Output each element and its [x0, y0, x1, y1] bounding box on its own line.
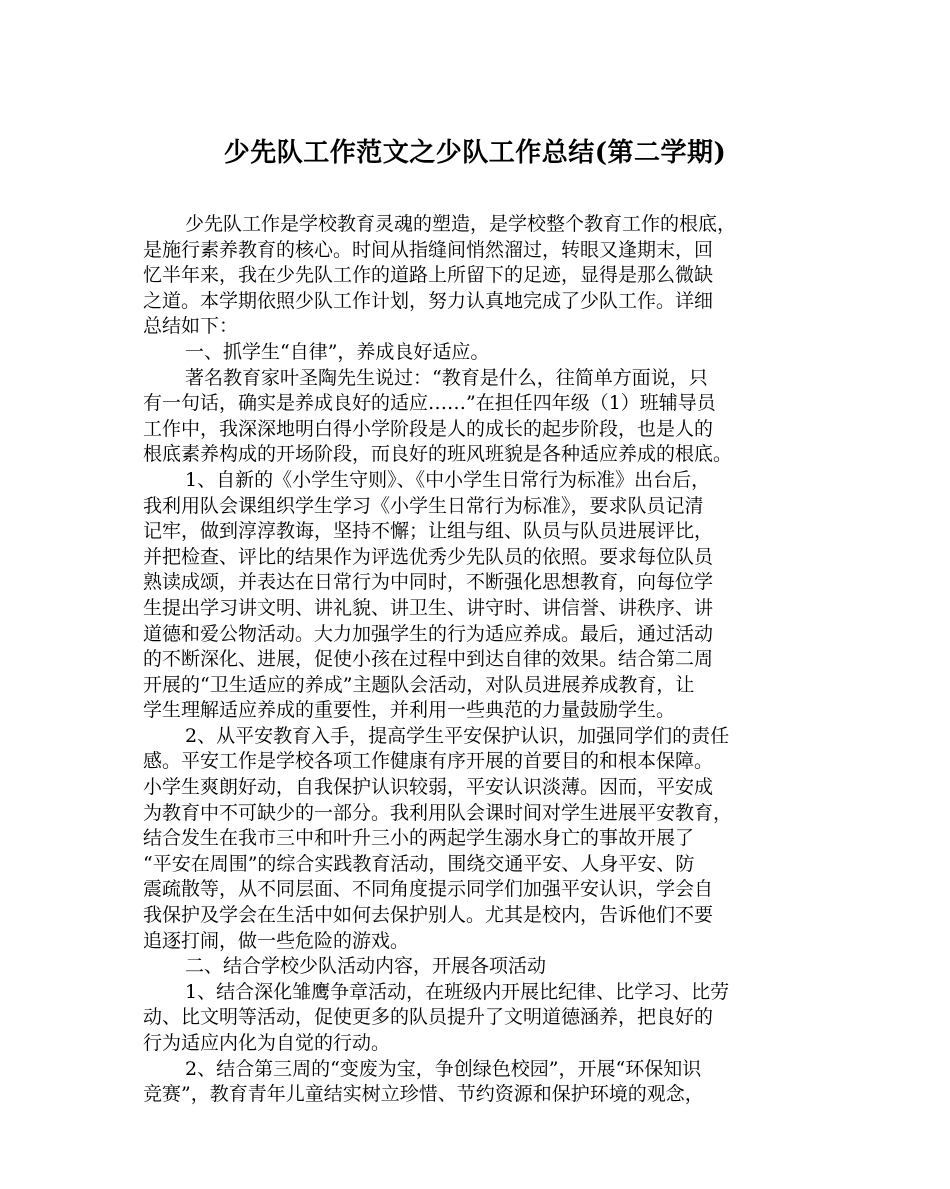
text-line: 行为适应内化为自觉的行动。 — [143, 1032, 391, 1054]
text-line: 忆半年来，我在少先队工作的道路上所留下的足迹，显得是那么微缺 — [143, 264, 714, 287]
text-line: 我利用队会课组织学生学习《小学生日常行为标准》，要求队员记清 — [143, 494, 704, 517]
text-line: 有一句话，确实是养成良好的适应……”在担任四年级（1）班辅导员 — [143, 392, 716, 415]
text-line: 并把检查、评比的结果作为评选优秀少先队员的依照。要求每位队员 — [143, 545, 714, 568]
text-line: 少先队工作是学校教育灵魂的塑造，是学校整个教育工作的根底， — [185, 213, 737, 235]
text-line: 道德和爱公物活动。大力加强学生的行为适应养成。最后，通过活动 — [143, 622, 714, 645]
text-line: 我保护及学会在生活中如何去保护别人。尤其是校内，告诉他们不要 — [143, 904, 714, 927]
text-line: 著名教育家叶圣陶先生说过：“教育是什么，往简单方面说，只 — [185, 366, 708, 389]
text-line: 为教育中不可缺少的一部分。我利用队会课时间对学生进展平安教育， — [143, 801, 733, 824]
text-line: 二、结合学校少队活动内容，开展各项活动 — [185, 955, 547, 978]
text-line: 总结如下： — [143, 315, 239, 338]
text-line: 开展的“卫生适应的养成”主题队会活动，对队员进展养成教育，让 — [143, 673, 695, 696]
text-line: 1、自新的《小学生守则》、《中小学生日常行为标准》出台后， — [185, 468, 711, 491]
text-line: 之道。本学期依照少队工作计划，努力认真地完成了少队工作。详细 — [143, 289, 714, 312]
text-line: 小学生爽朗好动，自我保护认识较弱，平安认识淡薄。因而，平安成 — [143, 776, 714, 799]
text-line: 追逐打闹，做一些危险的游戏。 — [143, 929, 410, 952]
text-line: 2、从平安教育入手，提高学生平安保护认识，加强同学们的责任 — [185, 724, 730, 747]
text-line: 2、结合第三周的“变废为宝，争创绿色校园”，开展“环保知识 — [185, 1057, 702, 1080]
text-line: 的不断深化、进展，促使小孩在过程中到达自律的效果。结合第二周 — [143, 648, 714, 671]
text-line: 1、结合深化雏鹰争章活动，在班级内开展比纪律、比学习、比劳 — [185, 980, 730, 1003]
text-line: 感。平安工作是学校各项工作健康有序开展的首要目的和根本保障。 — [143, 750, 714, 773]
text-line: 学生理解适应养成的重要性，并利用一些典范的力量鼓励学生。 — [143, 699, 676, 722]
text-line: 根底素养构成的开场阶段，而良好的班风班貌是各种适应养成的根底。 — [143, 443, 733, 466]
document-title: 少先队工作范文之少队工作总结(第二学期) — [223, 138, 727, 168]
text-line: 生提出学习讲文明、讲礼貌、讲卫生、讲守时、讲信誉、讲秩序、讲 — [143, 596, 714, 619]
text-line: 熟读成颂，并表达在日常行为中同时，不断强化思想教育，向每位学 — [143, 571, 714, 594]
text-line: 记牢，做到淳淳教诲，坚持不懈；让组与组、队员与队员进展评比， — [143, 520, 714, 543]
text-line: 工作中，我深深地明白得小学阶段是人的成长的起步阶段，也是人的 — [143, 417, 714, 440]
text-line: 震疏散等，从不同层面、不同角度提示同学们加强平安认识，学会自 — [143, 878, 714, 901]
document-body — [143, 212, 803, 1108]
text-line: 是施行素养教育的核心。时间从指缝间悄然溜过，转眼又逢期末，回 — [143, 238, 714, 261]
text-line: 动、比文明等活动，促使更多的队员提升了文明道德涵养，把良好的 — [143, 1006, 714, 1029]
text-line: “平安在周围”的综合实践教育活动，围绕交通平安、人身平安、防 — [143, 852, 695, 875]
text-line: 一、抓学生“自律”，养成良好适应。 — [185, 340, 490, 363]
text-line: 竞赛”，教育青年儿童结实树立珍惜、节约资源和保护环境的观念， — [143, 1083, 704, 1106]
text-line: 结合发生在我市三中和叶升三小的两起学生溺水身亡的事故开展了 — [143, 827, 695, 850]
